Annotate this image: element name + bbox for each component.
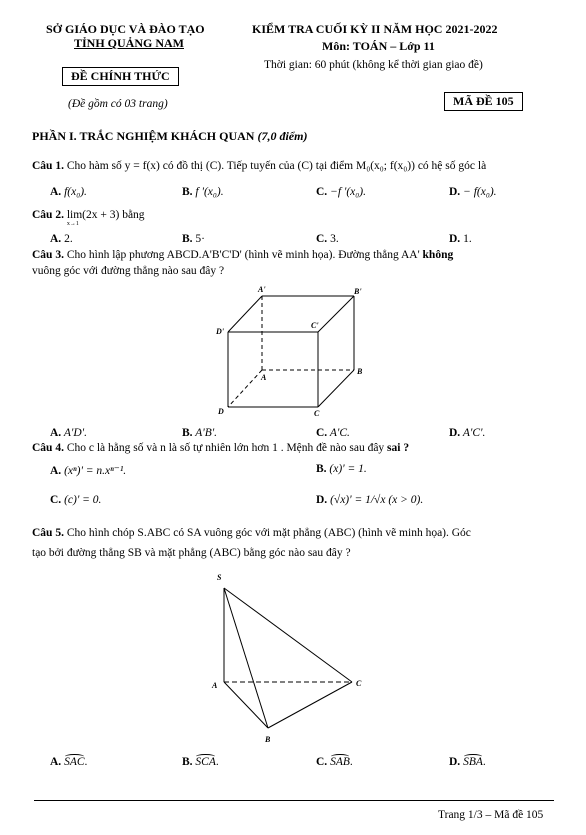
q2-option-c[interactable]: C. 3. xyxy=(316,233,339,245)
q4-option-c[interactable]: C. (c)' = 0. xyxy=(50,494,102,506)
q4-bold: sai ? xyxy=(387,442,410,454)
pyramid-label-a: A xyxy=(212,681,218,690)
q5-option-b[interactable]: B. SCA. xyxy=(182,756,219,768)
cube-label-a1: A' xyxy=(258,285,266,294)
q4-option-d[interactable]: D. (√x)' = 1/√x (x > 0). xyxy=(316,494,424,506)
official-label: ĐỀ CHÍNH THỨC xyxy=(62,67,179,86)
q5-option-d[interactable]: D. SBA. xyxy=(449,756,486,768)
pyramid-figure xyxy=(206,570,376,748)
q3-text1: Cho hình lập phương ABCD.A'B'C'D' (hình vẽ minh họa). Đường thẳng AA' xyxy=(63,249,423,261)
section-title xyxy=(32,129,307,144)
page-footer: Trang 1/3 – Mã đề 105 xyxy=(438,809,544,821)
cube-label-d: D xyxy=(218,407,224,416)
q3-option-b[interactable]: B. A'B'. xyxy=(182,427,218,439)
subject: Môn: TOÁN – Lớp 11 xyxy=(322,39,435,53)
q1-text: Cho hàm số y = f(x) có đồ thị (C). Tiếp tuyến của (C) tại điểm M₀(x₀; f(x₀)) có hệ số góc là xyxy=(63,160,487,172)
cube-label-c1: C' xyxy=(311,321,319,330)
q1-option-b[interactable]: B. f '(x₀). xyxy=(182,186,224,198)
q5-stem-line1 xyxy=(32,527,471,539)
section-title-text: PHẦN I. TRẮC NGHIỆM KHÁCH QUAN xyxy=(32,129,258,143)
cube-label-d1: D' xyxy=(216,327,224,336)
q3-stem-line1 xyxy=(32,249,453,261)
q3-option-c[interactable]: C. A'C. xyxy=(316,427,350,439)
exam-title: KIỂM TRA CUỐI KỲ II NĂM HỌC 2021-2022 xyxy=(252,22,498,36)
q1-label: Câu 1. xyxy=(32,160,64,172)
q4-option-b[interactable]: B. (x)' = 1. xyxy=(316,463,367,475)
q5-stem-line2: tạo bởi đường thẳng SB và mặt phẳng (ABC) bằng góc nào sau đây ? xyxy=(32,547,351,559)
cube-label-b: B xyxy=(357,367,363,376)
q2-option-a[interactable]: A. 2. xyxy=(50,233,73,245)
q3-option-d[interactable]: D. A'C'. xyxy=(449,427,486,439)
q1-option-c[interactable]: C. −f '(x₀). xyxy=(316,186,366,198)
exam-code: MÃ ĐỀ 105 xyxy=(444,92,523,111)
q2-option-b[interactable]: B. 5· xyxy=(182,233,206,245)
footer-divider xyxy=(34,800,554,801)
cube-figure xyxy=(200,282,380,422)
pyramid-label-s: S xyxy=(217,573,222,582)
cube-label-a: A xyxy=(261,373,267,382)
q2-option-d[interactable]: D. 1. xyxy=(449,233,472,245)
pyramid-label-b: B xyxy=(265,735,271,744)
q1-stem xyxy=(32,160,486,172)
q1-option-d[interactable]: D. − f(x₀). xyxy=(449,186,497,198)
dept-line2: TỈNH QUẢNG NAM xyxy=(74,36,184,50)
q3-stem-line2: vuông góc với đường thẳng nào sau đây ? xyxy=(32,265,225,277)
pyramid-label-c: C xyxy=(356,679,362,688)
cube-label-b1: B' xyxy=(354,287,362,296)
q3-label: Câu 3. xyxy=(32,249,64,261)
q5-option-c[interactable]: C. SAB. xyxy=(316,756,353,768)
q4-label: Câu 4. xyxy=(32,442,64,454)
cube-label-c: C xyxy=(314,409,320,418)
q2-stem xyxy=(32,209,145,227)
q4-option-a[interactable]: A. (xⁿ)' = n.xⁿ⁻¹. xyxy=(50,465,127,477)
q3-option-a[interactable]: A. A'D'. xyxy=(50,427,87,439)
q2-label: Câu 2. xyxy=(32,209,64,221)
q2-text: (2x + 3) bằng xyxy=(82,209,145,221)
section-points: (7,0 điểm) xyxy=(257,129,308,143)
dept-line1: SỞ GIÁO DỤC VÀ ĐÀO TẠO xyxy=(46,22,205,36)
q1-option-a[interactable]: A. f(x₀). xyxy=(50,186,87,198)
q5-text1: Cho hình chóp S.ABC có SA vuông góc với mặt phẳng (ABC) (hình vẽ minh họa). Góc xyxy=(63,527,471,539)
q5-option-a[interactable]: A. SAC. xyxy=(50,756,88,768)
q2-limit: lim x→1 xyxy=(66,209,83,227)
exam-time: Thời gian: 60 phút (không kể thời gian giao đề) xyxy=(264,59,483,71)
q4-stem xyxy=(32,442,409,454)
q4-text: Cho c là hằng số và n là số tự nhiên lớn hơn 1 . Mệnh đề nào sau đây xyxy=(63,442,388,454)
q3-bold: không xyxy=(422,249,454,261)
q5-label: Câu 5. xyxy=(32,527,64,539)
pages-note: (Đề gồm có 03 trang) xyxy=(68,98,168,110)
